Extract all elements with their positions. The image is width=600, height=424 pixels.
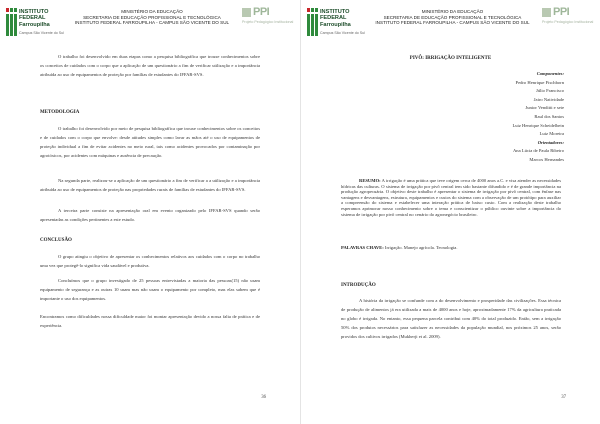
palavras-chave (341, 245, 561, 251)
header-line-1: MINISTÉRIO DA EDUCAÇÃO (121, 9, 183, 14)
logo-text: INSTITUTO FEDERAL Farroupilha (320, 9, 351, 28)
header-line-3: INSTITUTO FEDERAL FARROUPILHA - CAMPUS SÃO VICENTE DO SUL (375, 20, 530, 26)
palavras-chave-label: PALAVRAS CHAVE: (341, 245, 384, 250)
conclusao-heading: CONCLUSÃO (40, 238, 72, 243)
conclusao-paragraph-2: Concluímos que o grupo investigado de 25 pessoas entrevistadas a maioria das pessoas(15) não usam equipamento de segurança e as outras 10 usam mas não usam o equipamento por completo, mas elas sabem que é importante o uso dos equipamentos. (40, 278, 260, 301)
metodologia-paragraph-1: O trabalho foi desenvolvido por meio de pesquisa bibliográfica que trouxe conhecimentos sobre os conceitos e de cuidados com o corpo que envolve: desde atitudes simples como lavar as mãos até o uso de equipamentos de proteção individual a fim de evitar acidentes no meio rural, tais como acidentes provocados por contaminação por agrotóxicos, por acidentes com máquinas e ausência de precaução. (40, 126, 260, 158)
componente-item: Jairo Natividade (533, 96, 564, 102)
project-title: PIVÔ: IRRIGAÇÃO INTELIGENTE (409, 56, 492, 61)
conclusao-paragraph-1: O grupo atingiu o objetivo de apresentar os conhecimentos relativos aos cuidados com o corpo no trabalho uma vez que protegê-lo significa vida saudável e produtiva. (40, 254, 260, 268)
metodologia-heading: METODOLOGIA (40, 110, 80, 115)
ppi-logo-text: PPI (253, 6, 270, 18)
header-line-2: SECRETARIA DE EDUCAÇÃO PROFISSIONAL E TECNOLÓGICA (83, 14, 221, 20)
conclusao-paragraph-3: Encontramos como dificuldades nossa dificuldade maior foi montar apresentação devido a nossa falta de prática e de experiência. (40, 314, 260, 328)
header-line-1: MINISTÉRIO DA EDUCAÇÃO (421, 9, 484, 14)
logo-mark-icon (6, 8, 18, 36)
componente-item: Júlio Francisco (536, 88, 564, 94)
introducao-heading: INTRODUÇÃO (341, 283, 376, 288)
componente-item: Luiz Henrique Scheidelbein (512, 122, 564, 128)
intro-paragraph: O trabalho foi desenvolvido em duas etapas como a pesquisa bibliográfica que trouxe conhecimentos sobre os conceitos de cuidados com o corpo que a aplicação de um questionário a fim de verificar utilização e a importância atribuída ao uso de equipamentos de proteção por famílias de estudantes do IFFAR-SVS. (40, 54, 260, 77)
right-page (300, 0, 600, 424)
orientador-item: Ana Lúcia de Paula Ribeiro (512, 148, 564, 154)
header-text (365, 9, 540, 26)
page-number: 37 (561, 395, 566, 400)
header-text (64, 9, 240, 26)
componente-item: Pedro Henrique Fischborn (515, 79, 564, 85)
palavras-chave-text: Irrigação. Manejo agrícola. Tecnologia. (384, 245, 458, 250)
orientador-item: Marcos Hernandes (529, 156, 564, 162)
metodologia-paragraph-2: Na segunda parte, realizou-se a aplicação de um questionário a fim de verificar a a utilização e a importância atribuída ao uso de equipamentos de proteção nas propriedades rurais de famílias de estudantes do IFFAR-SVS. (40, 178, 260, 192)
logo-mark-icon (307, 8, 319, 36)
componente-item: Luiz Moreira (539, 131, 564, 137)
componente-item: Raul dos Santos (534, 113, 564, 119)
ppi-logo-subtitle: Projeto Pedagógico Institucional (542, 20, 594, 24)
ppi-logo-text: PPI (553, 6, 570, 18)
resumo-label: RESUMO: (359, 178, 381, 183)
ppi-logo (542, 8, 594, 38)
logo-text: INSTITUTO FEDERAL Farroupilha (19, 9, 50, 28)
componente-item: Junior Venditti e sete (525, 105, 564, 111)
ppi-square-icon (542, 8, 551, 17)
orientadores-label: Orientadores: (537, 139, 564, 145)
page-number: 36 (261, 395, 266, 400)
page-header (307, 8, 594, 50)
institute-logo (6, 8, 64, 42)
ppi-logo-subtitle: Projeto Pedagógico Institucional (242, 20, 294, 24)
introducao-paragraph: A história da irrigação se confunde com a do desenvolvimento e prosperidade das civilizações. Essa técnica de produção de alimentos já era utilizada a mais de 4000 anos e hoje, aproximadamente 17% da agricultura praticada no globo é irrigada. No entanto, essa pequena parcela contribui com 40% do total produzido. Então, sem a irrigação 50% dos produtos necessários para satisfazer as necessidades da população mundial, nos próximos 25 anos, serão providos dos cultivos irrigados (Mukherji et al. 2009). (341, 298, 561, 339)
logo-subtitle: Campus São Vicente do Sul (19, 31, 64, 35)
institute-logo (307, 8, 365, 42)
credits-block (414, 70, 564, 165)
componentes-label: Componentes: (536, 71, 564, 76)
header-line-3: INSTITUTO FEDERAL FARROUPILHA - CAMPUS SÃO VICENTE DO SUL (74, 20, 230, 26)
resumo-paragraph (341, 178, 561, 217)
metodologia-paragraph-3: A terceira parte consiste na apresentação oral em evento organizado pelo IFFAR-SVS quando serão apresentadas as condições pertinentes a este estudo. (40, 208, 260, 222)
ppi-logo (242, 8, 294, 38)
header-line-2: SECRETARIA DE EDUCAÇÃO PROFISSIONAL E TECNOLÓGICA (383, 14, 522, 20)
logo-subtitle: Campus São Vicente do Sul (320, 31, 365, 35)
resumo-text: A irrigação é uma prática que teve origem cerca de 4000 anos a.C. e visa atender as necessidades hídricas das culturas. O sistema de irrigação por pivô central tem sido bastante difundido e é de grande importância na produção agropecuária. O objetivo deste trabalho é apresentar o sistema de irrigação por pivô central, com ênfase nas vantagens e desvantagens, estrutura, equipamentos e custos do sistema com a observação de um protótipo para auxiliar a compreensão do sistema e estabelecer uma interação prática de baixo custo. Com a realização deste trabalho esperamos aprimorar nosso conhecimento sobre o tema e conscientizar o público ouvinte sobre a importância do sistema de irrigação por pivô central no cenário do agronegócio brasileiro. (341, 178, 561, 217)
ppi-square-icon (242, 8, 251, 17)
page-header (6, 8, 294, 50)
